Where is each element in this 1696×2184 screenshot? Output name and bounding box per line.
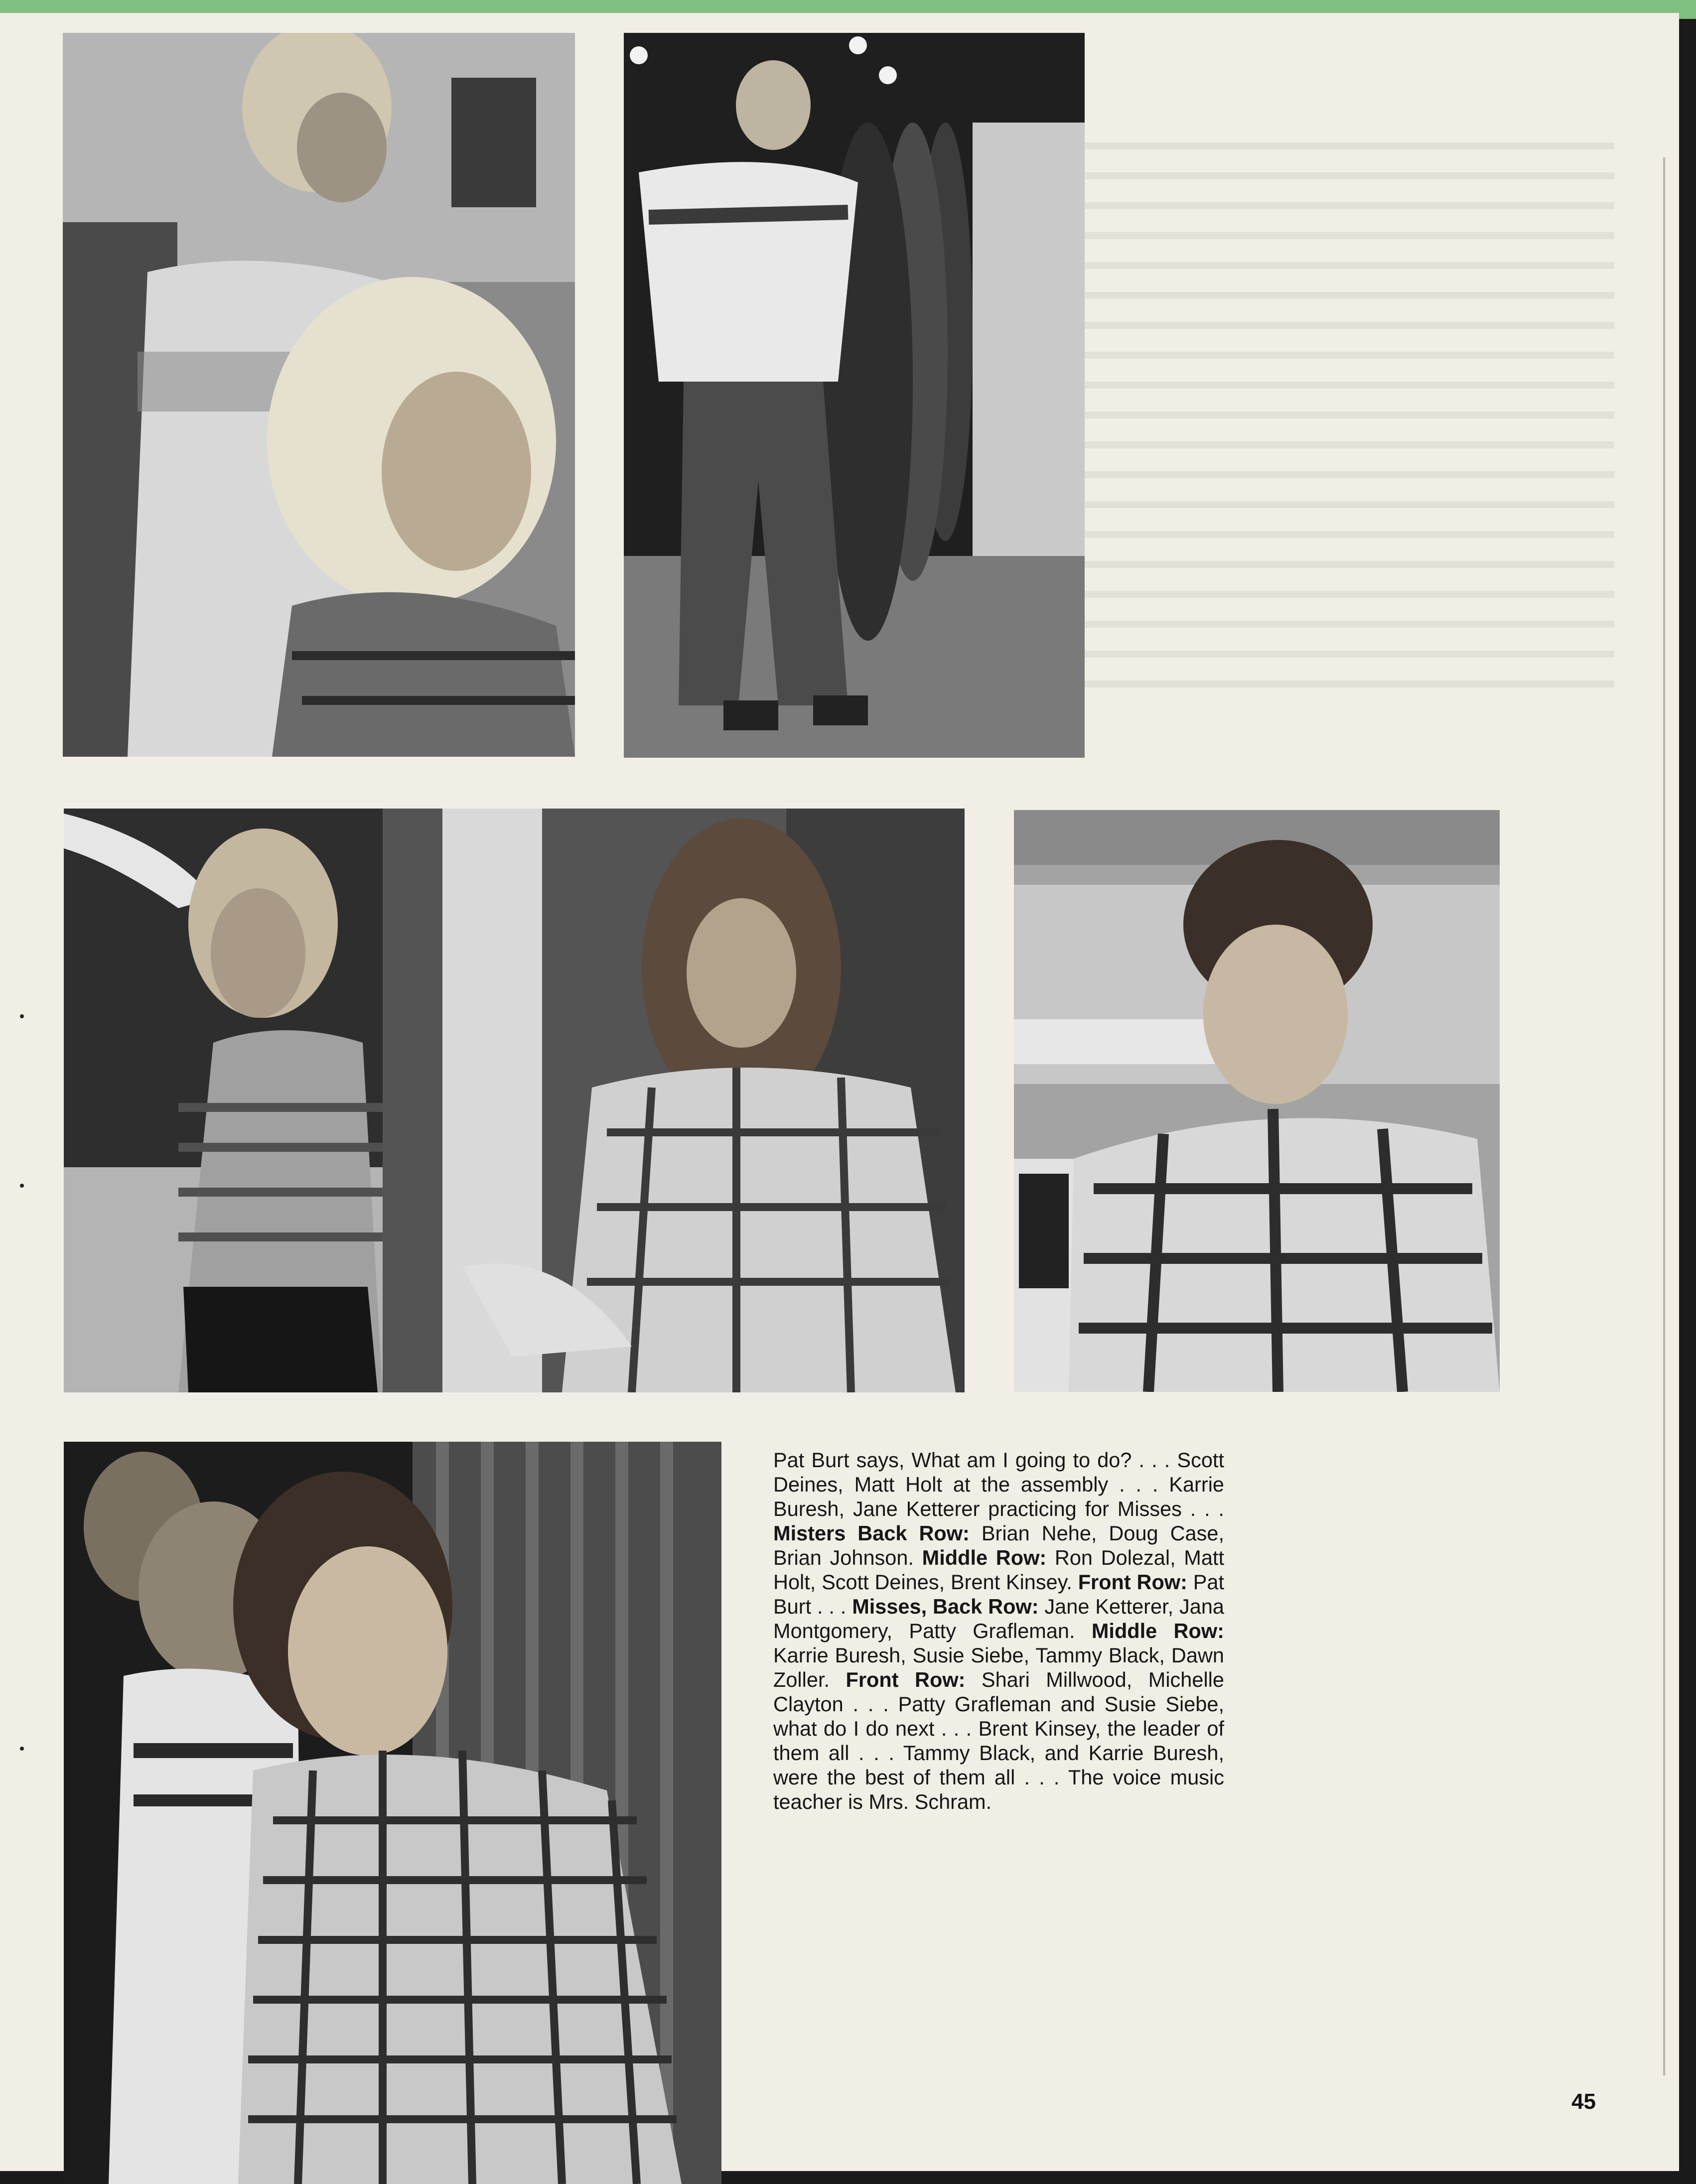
caption-row-label: Middle Row: [922, 1546, 1047, 1569]
page-number: 45 [1571, 2089, 1596, 2114]
photo-students-close-up [63, 33, 575, 757]
photo-girls-singing [64, 809, 965, 1392]
caption-text: Pat Burt says, What am I going to do? . . . Scott Deines, Matt Holt at the assembly . . . Karrie Buresh, Jane Ketterer practicing for Misses . . . [773, 1448, 1224, 1520]
page-edge-shadow [1663, 157, 1665, 2075]
caption-row-label: Misses, Back Row: [852, 1595, 1039, 1618]
photo-boy-plaid-shirt [64, 1442, 721, 2184]
photo-boy-plaid-shirt-image [64, 1442, 721, 2184]
caption-row-label: Front Row: [1078, 1570, 1187, 1594]
caption-text: Jane Ketterer, Jana Montgomery, Patty Grafleman. [773, 1595, 1224, 1642]
edge-mark [20, 1014, 24, 1018]
photo-students-close-up-image [63, 33, 575, 757]
bleed-through-text [1066, 142, 1614, 690]
caption-row-label: Front Row: [846, 1668, 966, 1691]
caption-text: Karrie Buresh, Susie Siebe, Tammy Black, Dawn Zoller. [773, 1643, 1224, 1691]
photo-girls-singing-image [64, 809, 965, 1392]
photo-caption [773, 1448, 1224, 1814]
edge-mark [20, 1747, 24, 1751]
photo-teacher-portrait-image [1014, 810, 1500, 1392]
yearbook-page [0, 13, 1679, 2171]
caption-row-label: Middle Row: [1091, 1619, 1224, 1642]
caption-text: Pat Burt . . . [773, 1570, 1224, 1618]
photo-boys-on-stage-image [624, 33, 1085, 758]
caption-text: Brian Nehe, Doug Case, Brian Johnson. [773, 1521, 1224, 1569]
caption-row-label: Misters Back Row: [773, 1521, 970, 1545]
edge-mark [20, 1184, 24, 1188]
caption-text: Ron Dolezal, Matt Holt, Scott Deines, Brent Kinsey. [773, 1546, 1224, 1594]
photo-boys-on-stage [624, 33, 1085, 758]
caption-text: Shari Millwood, Michelle Clayton . . . Patty Grafleman and Susie Siebe, what do I do next . . . Brent Kinsey, the leader of them all . . . Tammy Black, and Karrie Buresh, were the best of them all . . . The voice music teacher is Mrs. Schram. [773, 1668, 1224, 1813]
photo-teacher-portrait [1014, 810, 1500, 1392]
